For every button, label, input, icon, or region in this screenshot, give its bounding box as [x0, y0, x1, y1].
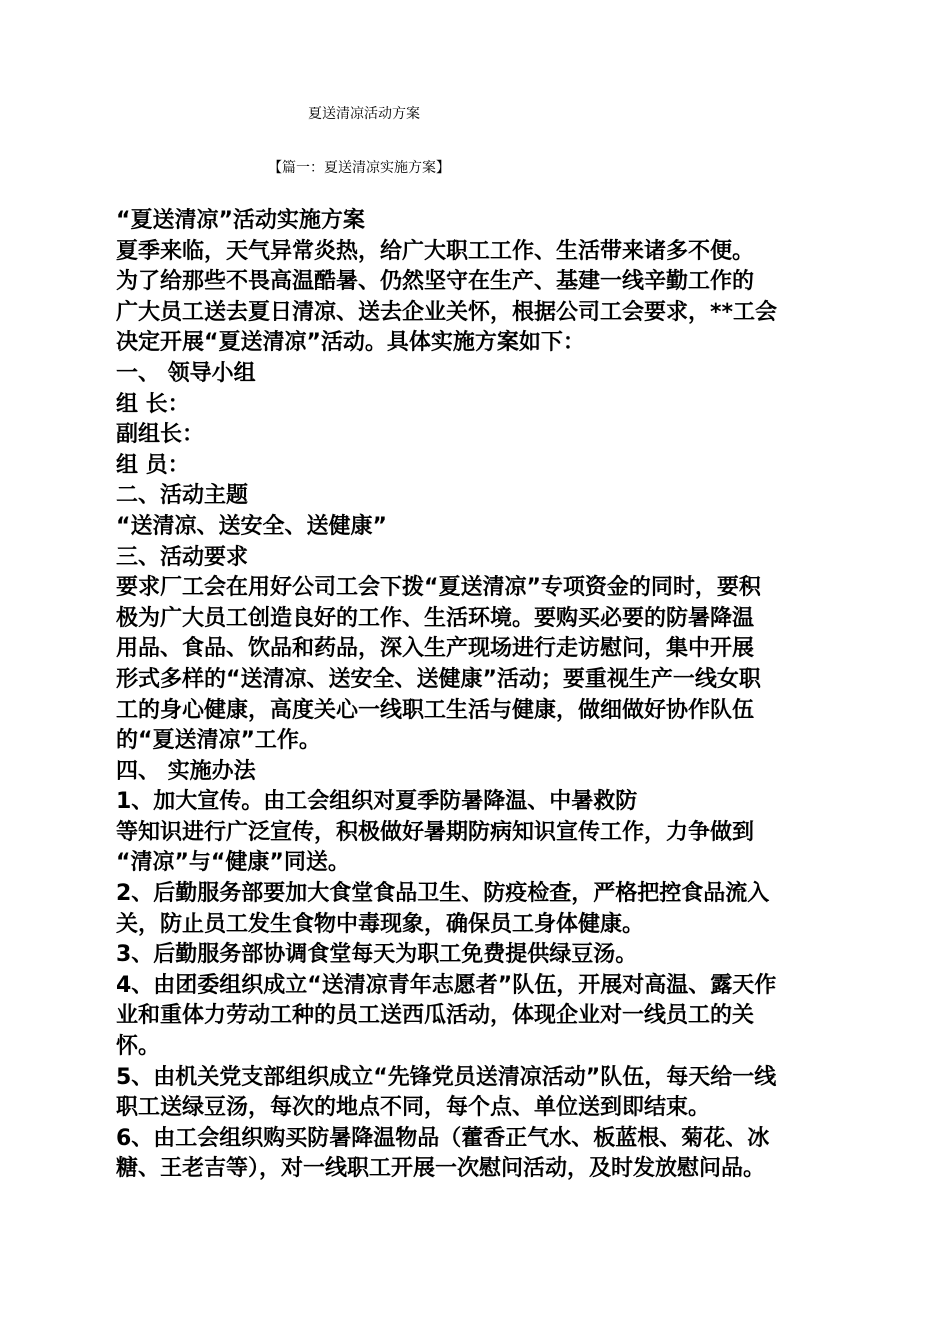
body-line: “清凉”与“健康”同送。	[116, 850, 350, 876]
body-line: 6、由工会组织购买防暑降温物品（藿香正气水、板蓝根、菊花、冰	[116, 1125, 770, 1151]
body-line: 极为广大员工创造良好的工作、生活环境。要购买必要的防暑降温	[116, 605, 755, 631]
body-line: 工的身心健康，高度关心一线职工生活与健康，做细做好协作队伍	[116, 697, 755, 723]
body-line: 一、 领导小组	[116, 360, 256, 386]
body-line: 广大员工送去夏日清凉、送去企业关怀，根据公司工会要求，**工会	[116, 299, 778, 325]
body-line: 2、后勤服务部要加大食堂食品卫生、防疫检查，严格把控食品流入	[116, 881, 770, 907]
document-subtitle: 【篇一：夏送清凉实施方案】	[268, 160, 450, 176]
body-line: 职工送绿豆汤，每次的地点不同，每个点、单位送到即结束。	[116, 1095, 711, 1121]
body-line: 4、由团委组织成立“送清凉青年志愿者”队伍，开展对高温、露天作	[116, 972, 777, 998]
body-line: 糖、王老吉等），对一线职工开展一次慰问活动，及时发放慰问品。	[116, 1156, 766, 1182]
body-line: 等知识进行广泛宣传，积极做好暑期防病知识宣传工作，力争做到	[116, 819, 755, 845]
body-line: 怀。	[116, 1034, 161, 1060]
body-line: 业和重体力劳动工种的员工送西瓜活动，体现企业对一线员工的关	[116, 1003, 755, 1029]
body-line: 四、 实施办法	[116, 758, 256, 784]
body-line: 1、加大宣传。由工会组织对夏季防暑降温、中暑救防	[116, 789, 638, 815]
body-line: 3、后勤服务部协调食堂每天为职工免费提供绿豆汤。	[116, 942, 638, 968]
body-line: 夏季来临，天气异常炎热，给广大职工工作、生活带来诸多不便。	[116, 238, 755, 264]
body-line: 形式多样的“送清凉、送安全、送健康”活动；要重视生产一线女职	[116, 666, 761, 692]
body-line: 三、活动要求	[116, 544, 249, 570]
body-line: 用品、食品、饮品和药品，深入生产现场进行走访慰问，集中开展	[116, 636, 755, 662]
body-line: “夏送清凉”活动实施方案	[116, 208, 365, 233]
body-line: 副组长：	[116, 422, 205, 448]
body-line: 5、由机关党支部组织成立“先锋党员送清凉活动”队伍，每天给一线	[116, 1064, 777, 1090]
body-line: 关，防止员工发生食物中毒现象，确保员工身体健康。	[116, 911, 645, 937]
body-line: 要求厂工会在用好公司工会下拨“夏送清凉”专项资金的同时，要积	[116, 575, 761, 601]
body-line: 决定开展“夏送清凉”活动。具体实施方案如下：	[116, 330, 585, 356]
body-line: 为了给那些不畏高温酷暑、仍然坚守在生产、基建一线辛勤工作的	[116, 269, 755, 295]
body-line: “送清凉、送安全、送健康”	[116, 513, 387, 539]
body-line: 组 员：	[116, 452, 190, 478]
document-body	[116, 206, 836, 1185]
body-line: 的“夏送清凉”工作。	[116, 728, 321, 754]
body-line: 二、活动主题	[116, 483, 249, 509]
body-line: 组 长：	[116, 391, 190, 417]
document-title: 夏送清凉活动方案	[308, 106, 420, 122]
